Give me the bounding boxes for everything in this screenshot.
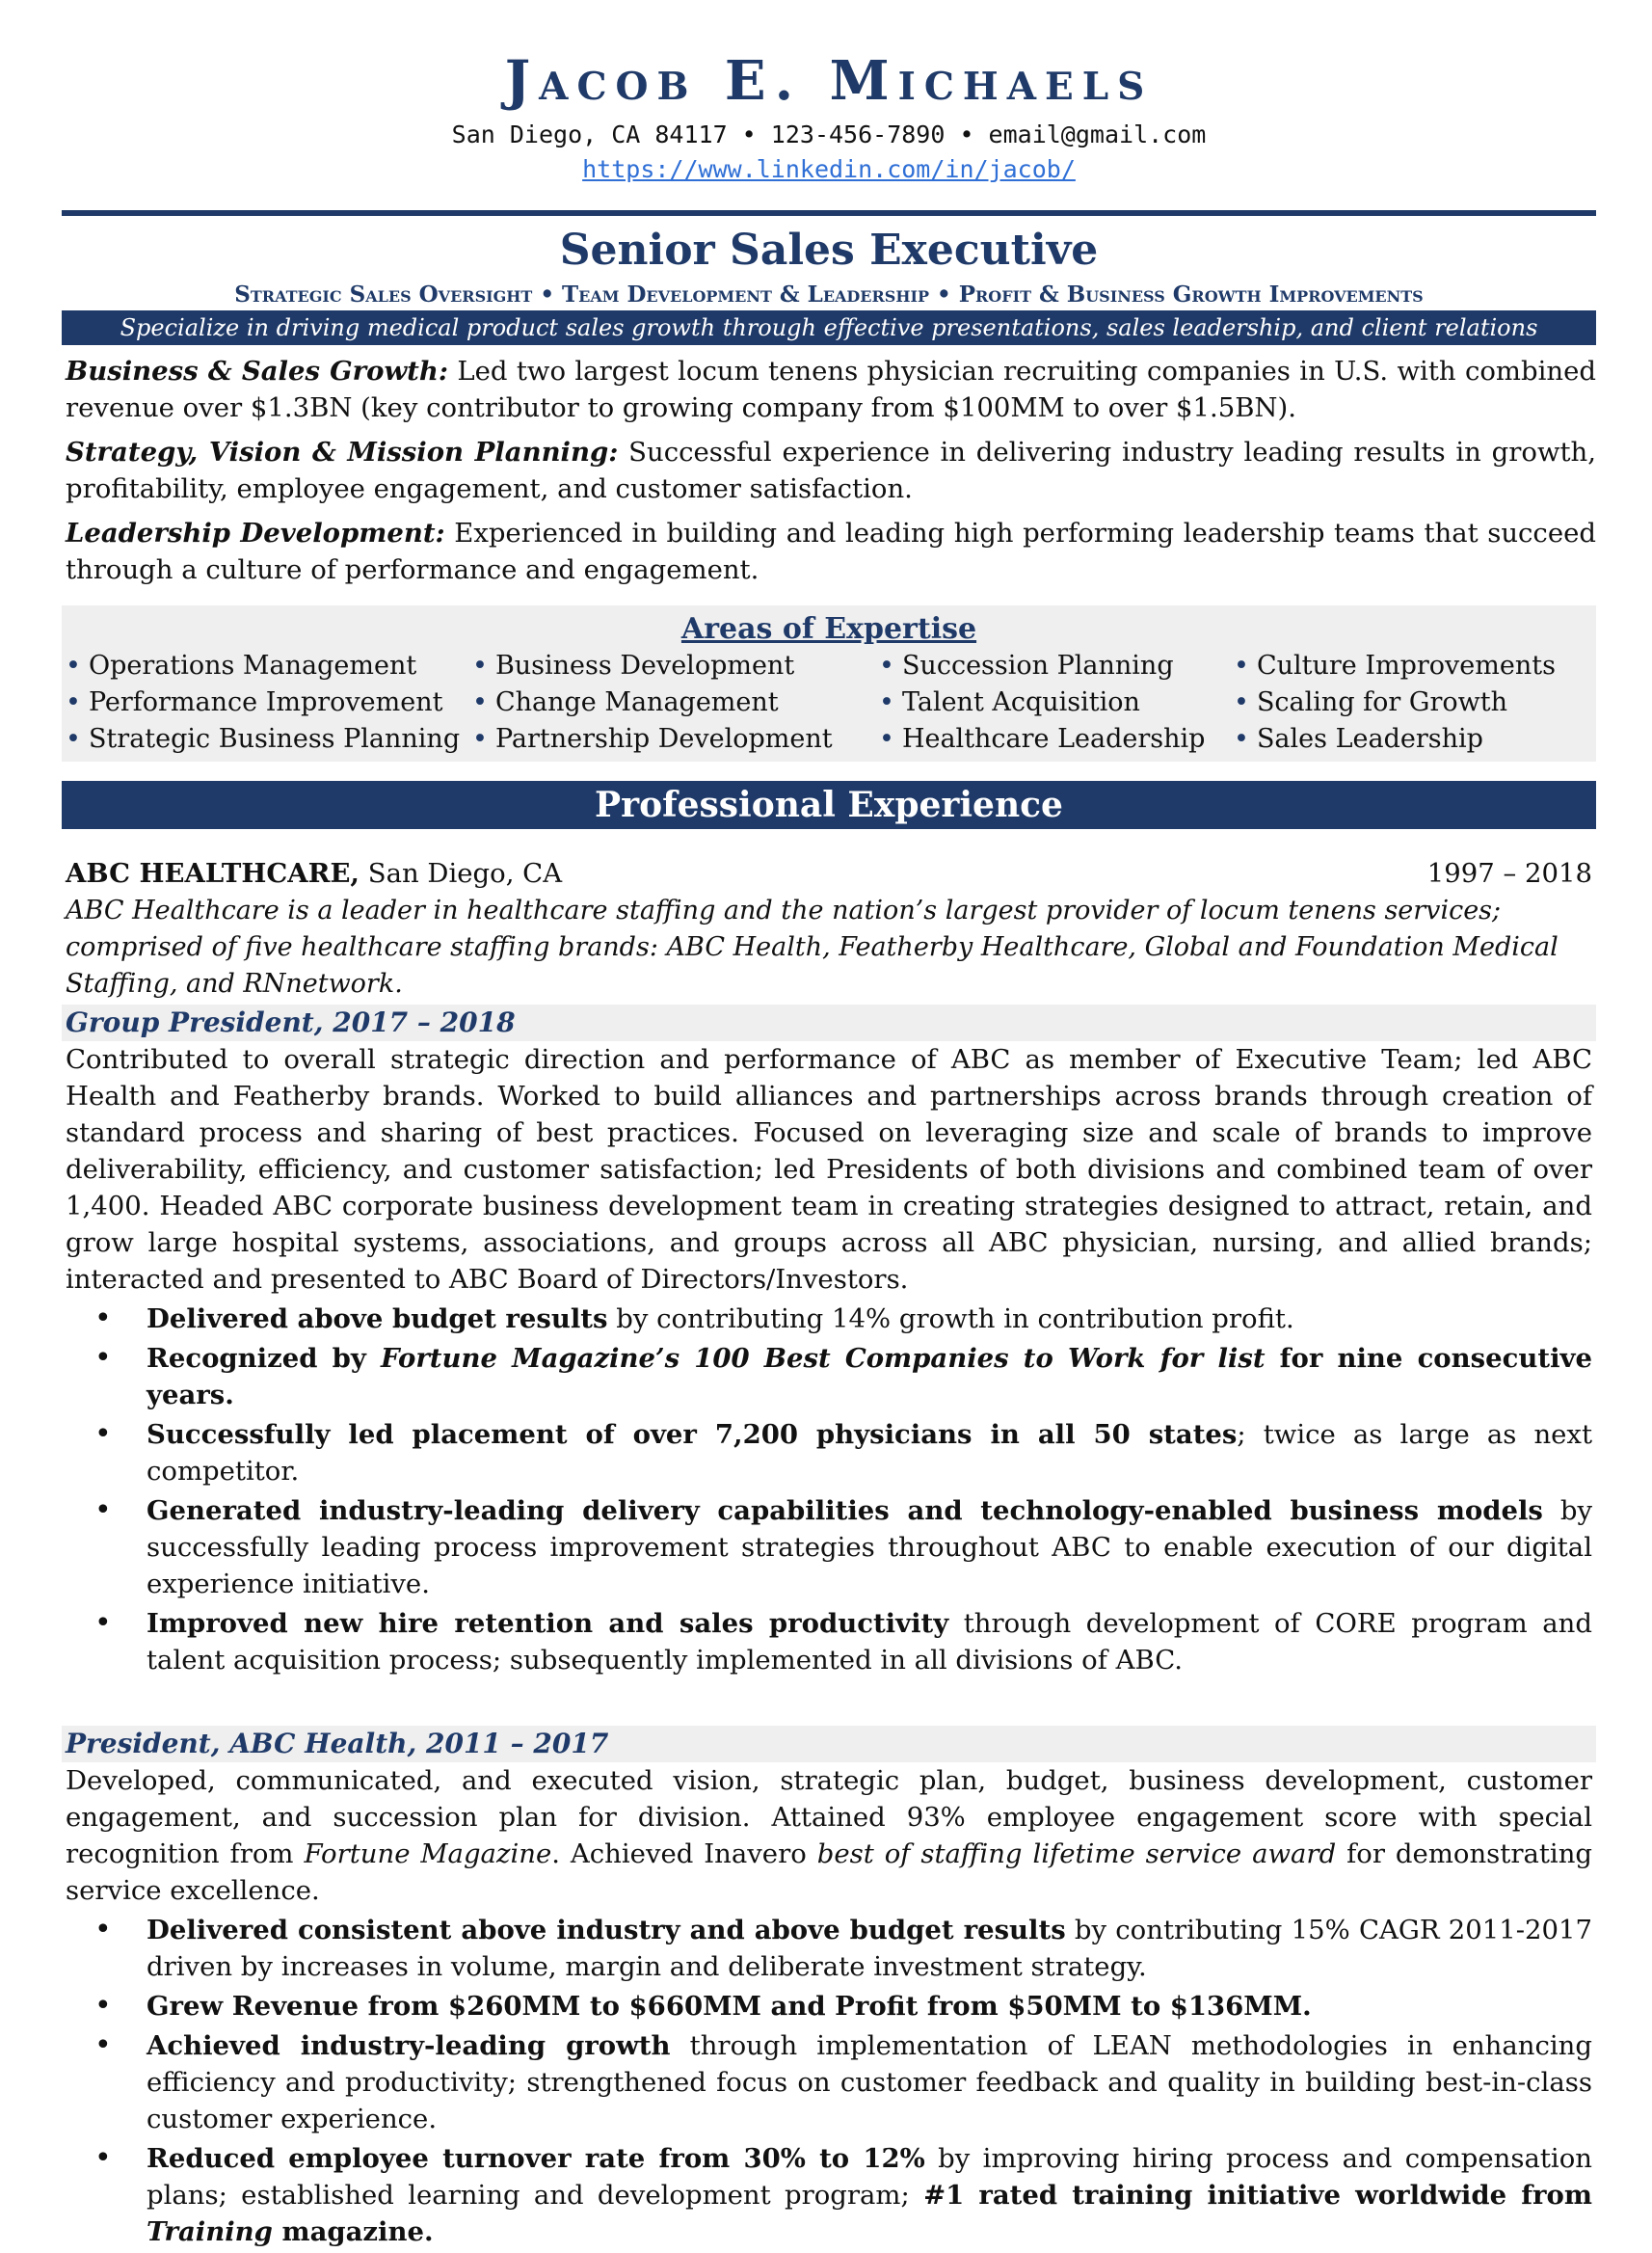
achievement-item: • Generated industry-leading delivery capabilities and technology-enabled business models by successfully leading process improvement strategies throughout ABC to enable execution of our digital experience initiative. [147, 1492, 1592, 1602]
expertise-item: • Healthcare Leadership [879, 724, 1206, 754]
expertise-item: • Culture Improvements [1234, 651, 1556, 681]
linkedin-link[interactable]: https://www.linkedin.com/in/jacob/ [582, 155, 1076, 183]
achievement-item: • Delivered consistent above industry and above budget results by contributing 15% CAGR 2011-2017 driven by increases in volume, margin and deliberate investment strategy. [147, 1912, 1592, 1985]
expertise-section [62, 605, 1596, 762]
role-summary: Contributed to overall strategic direction and performance of ABC as member of Executive Team; led ABC Health and Featherby brands. Worked to build alliances and partnerships across brands through creation of standard process and sharing of best practices. Focused on leveraging size and scale of brands to improve deliverability, efficiency, and customer satisfaction; led Presidents of both divisions and combined team of over 1,400. Headed ABC corporate business development team in creating strategies designed to attract, retain, and grow large hospital systems, associations, and groups across all ABC physician, nursing, and allied brands; interacted and presented to ABC Board of Directors/Investors. [66, 1044, 1592, 1295]
tagline-band: Specialize in driving medical product sales growth through effective presentations, sales leadership, and client relations [62, 310, 1596, 345]
company-dates: 1997 – 2018 [1426, 858, 1592, 889]
company-line [62, 854, 1596, 893]
expertise-item: • Talent Acquisition [879, 687, 1140, 717]
achievement-item: • Delivered above budget results by contributing 14% growth in contribution profit. [147, 1301, 1592, 1337]
achievement-item: • Improved new hire retention and sales productivity through development of CORE program and talent acquisition process; subsequently implemented in all divisions of ABC. [147, 1605, 1592, 1678]
expertise-grid [62, 648, 1596, 758]
role-summary: Developed, communicated, and executed vision, strategic plan, budget, business development, customer engagement, and succession plan for division. Attained 93% employee engagement score with special recognition from Fortune Magazine. Achieved Inavero best of staffing lifetime service award for demonstrating service excellence. [66, 1765, 1593, 1906]
expertise-item: • Succession Planning [879, 651, 1174, 681]
expertise-item: • Business Development [472, 651, 795, 681]
achievement-item: • Recognized by Fortune Magazine’s 100 Best Companies to Work for list for nine consecutive years. [147, 1340, 1592, 1413]
strengths-line: Strategic Sales Oversight • Team Development & Leadership • Profit & Business Growth Improvements [234, 282, 1424, 308]
role-achievements [62, 1301, 1596, 1678]
company-name-location: ABC HEALTHCARE, San Diego, CA [66, 858, 563, 889]
achievement-item: • Grew Revenue from $260MM to $660MM and Profit from $50MM to $136MM. [147, 1988, 1592, 2025]
resume-page [62, 0, 1596, 2253]
achievement-item: • Reduced employee turnover rate from 30% to 12% by improving hiring process and compensation plans; established learning and development program; #1 rated training initiative worldwide from Training magazine. [147, 2140, 1592, 2250]
role-achievements [62, 1912, 1596, 2250]
expertise-item: • Scaling for Growth [1234, 687, 1507, 717]
expertise-item: • Partnership Development [472, 724, 833, 754]
expertise-item: • Sales Leadership [1234, 724, 1483, 754]
role-title: President, ABC Health, 2011 – 2017 [62, 1726, 1596, 1762]
expertise-title: Areas of Expertise [680, 612, 977, 646]
expertise-item: • Change Management [472, 687, 779, 717]
summary-section [62, 353, 1596, 588]
achievement-item: • Successfully led placement of over 7,200 physicians in all 50 states; twice as large as next competitor. [147, 1416, 1592, 1489]
experience-section-title: Professional Experience [62, 781, 1596, 829]
headline-title: Senior Sales Executive [559, 226, 1099, 275]
summary-item: Leadership Development: Experienced in building and leading high performing leadership teams that succeed through a culture of performance and engagement. [66, 518, 1596, 585]
expertise-item: • Strategic Business Planning [66, 724, 461, 754]
role-title: Group President, 2017 – 2018 [62, 1005, 1596, 1041]
summary-item: Business & Sales Growth: Led two largest locum tenens physician recruiting companies in U.S. with combined revenue over $1.3BN (key contributor to growing company from $100MM to over $1.5BN). [66, 356, 1596, 423]
expertise-item: • Operations Management [66, 651, 417, 681]
achievement-item: • Achieved industry-leading growth through implementation of LEAN methodologies in enhancing efficiency and productivity; strengthened focus on customer feedback and quality in building best-in-class customer experience. [147, 2027, 1592, 2137]
candidate-name: Jacob E. Michaels [504, 49, 1154, 113]
summary-item: Strategy, Vision & Mission Planning: Successful experience in delivering industry leading results in growth, profitability, employee engagement, and customer satisfaction. [66, 437, 1597, 504]
expertise-item: • Performance Improvement [66, 687, 443, 717]
company-description: ABC Healthcare is a leader in healthcare staffing and the nation’s largest provider of locum tenens services; comprised of five healthcare staffing brands: ABC Health, Featherby Healthcare, Global and Foundation Medical Staffing, and RNnetwork. [66, 896, 1559, 999]
contact-line: San Diego, CA 84117 • 123-456-7890 • email@gmail.com [451, 121, 1207, 148]
header-divider [62, 210, 1596, 216]
